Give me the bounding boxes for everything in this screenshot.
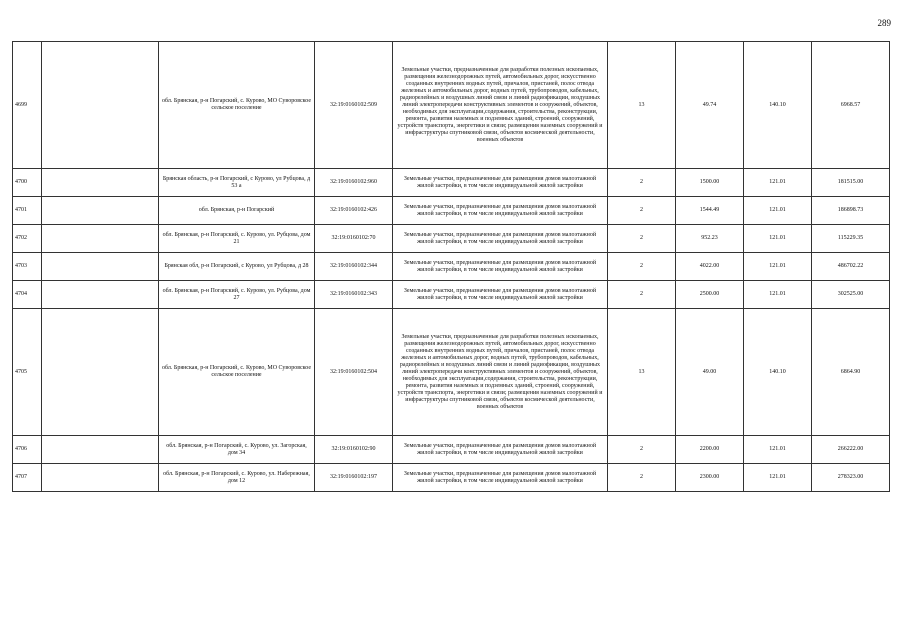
cadastral-value-cell: 486702.22 xyxy=(812,253,890,281)
table-row xyxy=(13,225,890,253)
address-cell: обл. Брянская, р-н Погарский xyxy=(159,197,315,225)
empty-cell xyxy=(42,197,159,225)
category-code-cell: 2 xyxy=(608,253,676,281)
cadastral-number-cell: 32:19:0160102:197 xyxy=(315,464,393,492)
rate-cell: 140.10 xyxy=(744,42,812,169)
category-code-cell: 2 xyxy=(608,169,676,197)
cadastral-number-cell: 32:19:0160102:509 xyxy=(315,42,393,169)
table-row xyxy=(13,42,890,169)
area-cell: 49.74 xyxy=(676,42,744,169)
cadastral-number-cell: 32:19:0160102:426 xyxy=(315,197,393,225)
area-cell: 49.00 xyxy=(676,309,744,436)
land-use-cell: Земельные участки, предназначенные для размещения домов малоэтажной жилой застройки, в том числе индивидуальной жилой застройки xyxy=(393,225,608,253)
area-cell: 2500.00 xyxy=(676,281,744,309)
cadastral-number-cell: 32:19:0160102:344 xyxy=(315,253,393,281)
table-row xyxy=(13,281,890,309)
land-use-cell: Земельные участки, предназначенные для разработки полезных ископаемых, размещения железнодорожных путей, автомобильных дорог, искусственно созданных внутренних водных путей, причалов, пристаней, полос отвода железных и автомобильных дорог, водных путей, трубопроводов, кабельных, радиорелейных и воздушных линий связи и линий радиофикации, воздушных линий электропередачи конструктивных элементов и сооружений, объектов, необходимых для эксплуатации,содержания, строительства, реконструкции, ремонта, развития наземных и подземных зданий, строений, сооружений, устройств транспорта, энергетики и связи; размещения наземных сооружений и инфраструктуры спутниковой связи, объектов космической деятельности, военных объектов xyxy=(393,42,608,169)
table-body xyxy=(13,42,890,492)
cadastral-value-cell: 181515.00 xyxy=(812,169,890,197)
category-code-cell: 13 xyxy=(608,42,676,169)
cadastral-number-cell: 32:19:0160102:70 xyxy=(315,225,393,253)
area-cell: 952.23 xyxy=(676,225,744,253)
rate-cell: 121.01 xyxy=(744,197,812,225)
table-row xyxy=(13,309,890,436)
rate-cell: 121.01 xyxy=(744,464,812,492)
cadastral-number-cell: 32:19:0160102:90 xyxy=(315,436,393,464)
cadastral-value-cell: 115229.35 xyxy=(812,225,890,253)
row-number: 4703 xyxy=(13,253,42,281)
category-code-cell: 2 xyxy=(608,197,676,225)
rate-cell: 121.01 xyxy=(744,281,812,309)
empty-cell xyxy=(42,253,159,281)
empty-cell xyxy=(42,436,159,464)
rate-cell: 121.01 xyxy=(744,225,812,253)
address-cell: обл. Брянская, р-н Погарский, с. Курово, ул. Набережная, дом 12 xyxy=(159,464,315,492)
table-row xyxy=(13,253,890,281)
empty-cell xyxy=(42,309,159,436)
land-registry-table xyxy=(12,41,890,492)
empty-cell xyxy=(42,281,159,309)
area-cell: 2300.00 xyxy=(676,464,744,492)
empty-cell xyxy=(42,225,159,253)
category-code-cell: 2 xyxy=(608,464,676,492)
address-cell: обл. Брянская, р-н Погарский, с. Курово, ул. Рубцова, дом 27 xyxy=(159,281,315,309)
row-number: 4700 xyxy=(13,169,42,197)
category-code-cell: 2 xyxy=(608,436,676,464)
table-row xyxy=(13,464,890,492)
table-row xyxy=(13,169,890,197)
row-number: 4707 xyxy=(13,464,42,492)
area-cell: 1544.49 xyxy=(676,197,744,225)
land-use-cell: Земельные участки, предназначенные для размещения домов малоэтажной жилой застройки, в том числе индивидуальной жилой застройки xyxy=(393,253,608,281)
land-use-cell: Земельные участки, предназначенные для разработки полезных ископаемых, размещения железнодорожных путей, автомобильных дорог, искусственно созданных внутренних водных путей, причалов, пристаней, полос отвода железных и автомобильных дорог, водных путей, трубопроводов, кабельных, радиорелейных и воздушных линий связи и линий радиофикации, воздушных линий электропередачи конструктивных элементов и сооружений, объектов, необходимых для эксплуатации,содержания, строительства, реконструкции, ремонта, развития наземных и подземных зданий, строений, сооружений, устройств транспорта, энергетики и связи; размещения наземных сооружений и инфраструктуры спутниковой связи, объектов космической деятельности, военных объектов xyxy=(393,309,608,436)
empty-cell xyxy=(42,464,159,492)
cadastral-value-cell: 186898.73 xyxy=(812,197,890,225)
cadastral-value-cell: 6864.90 xyxy=(812,309,890,436)
cadastral-value-cell: 6968.57 xyxy=(812,42,890,169)
rate-cell: 121.01 xyxy=(744,436,812,464)
cadastral-number-cell: 32:19:0160102:343 xyxy=(315,281,393,309)
row-number: 4706 xyxy=(13,436,42,464)
row-number: 4699 xyxy=(13,42,42,169)
area-cell: 4022.00 xyxy=(676,253,744,281)
address-cell: обл. Брянская, р-н Погарский, с. Курово, ул. Рубцова, дом 21 xyxy=(159,225,315,253)
cadastral-value-cell: 302525.00 xyxy=(812,281,890,309)
address-cell: обл. Брянская, р-н Погарский, с. Курово, МО Суворовское сельское поселение xyxy=(159,309,315,436)
address-cell: Брянская область, р-н Погарский, с Курово, ул Рубцова, д 53 а xyxy=(159,169,315,197)
empty-cell xyxy=(42,42,159,169)
page-number: 289 xyxy=(877,18,891,28)
rate-cell: 121.01 xyxy=(744,253,812,281)
rate-cell: 140.10 xyxy=(744,309,812,436)
empty-cell xyxy=(42,169,159,197)
land-use-cell: Земельные участки, предназначенные для размещения домов малоэтажной жилой застройки, в том числе индивидуальной жилой застройки xyxy=(393,464,608,492)
address-cell: Брянская обл, р-н Погарский, с Курово, ул Рубцова, д 28 xyxy=(159,253,315,281)
address-cell: обл. Брянская, р-н Погарский, с. Курово, ул. Загорская, дом 34 xyxy=(159,436,315,464)
cadastral-value-cell: 278323.00 xyxy=(812,464,890,492)
address-cell: обл. Брянская, р-н Погарский, с. Курово, МО Суворовское сельское поселение xyxy=(159,42,315,169)
area-cell: 1500.00 xyxy=(676,169,744,197)
table-row xyxy=(13,436,890,464)
rate-cell: 121.01 xyxy=(744,169,812,197)
land-use-cell: Земельные участки, предназначенные для размещения домов малоэтажной жилой застройки, в том числе индивидуальной жилой застройки xyxy=(393,197,608,225)
table-row xyxy=(13,197,890,225)
row-number: 4701 xyxy=(13,197,42,225)
cadastral-number-cell: 32:19:0160102:960 xyxy=(315,169,393,197)
category-code-cell: 13 xyxy=(608,309,676,436)
land-use-cell: Земельные участки, предназначенные для размещения домов малоэтажной жилой застройки, в том числе индивидуальной жилой застройки xyxy=(393,169,608,197)
area-cell: 2200.00 xyxy=(676,436,744,464)
land-use-cell: Земельные участки, предназначенные для размещения домов малоэтажной жилой застройки, в том числе индивидуальной жилой застройки xyxy=(393,436,608,464)
cadastral-value-cell: 266222.00 xyxy=(812,436,890,464)
row-number: 4704 xyxy=(13,281,42,309)
land-use-cell: Земельные участки, предназначенные для размещения домов малоэтажной жилой застройки, в том числе индивидуальной жилой застройки xyxy=(393,281,608,309)
category-code-cell: 2 xyxy=(608,281,676,309)
category-code-cell: 2 xyxy=(608,225,676,253)
row-number: 4705 xyxy=(13,309,42,436)
row-number: 4702 xyxy=(13,225,42,253)
cadastral-number-cell: 32:19:0160102:504 xyxy=(315,309,393,436)
